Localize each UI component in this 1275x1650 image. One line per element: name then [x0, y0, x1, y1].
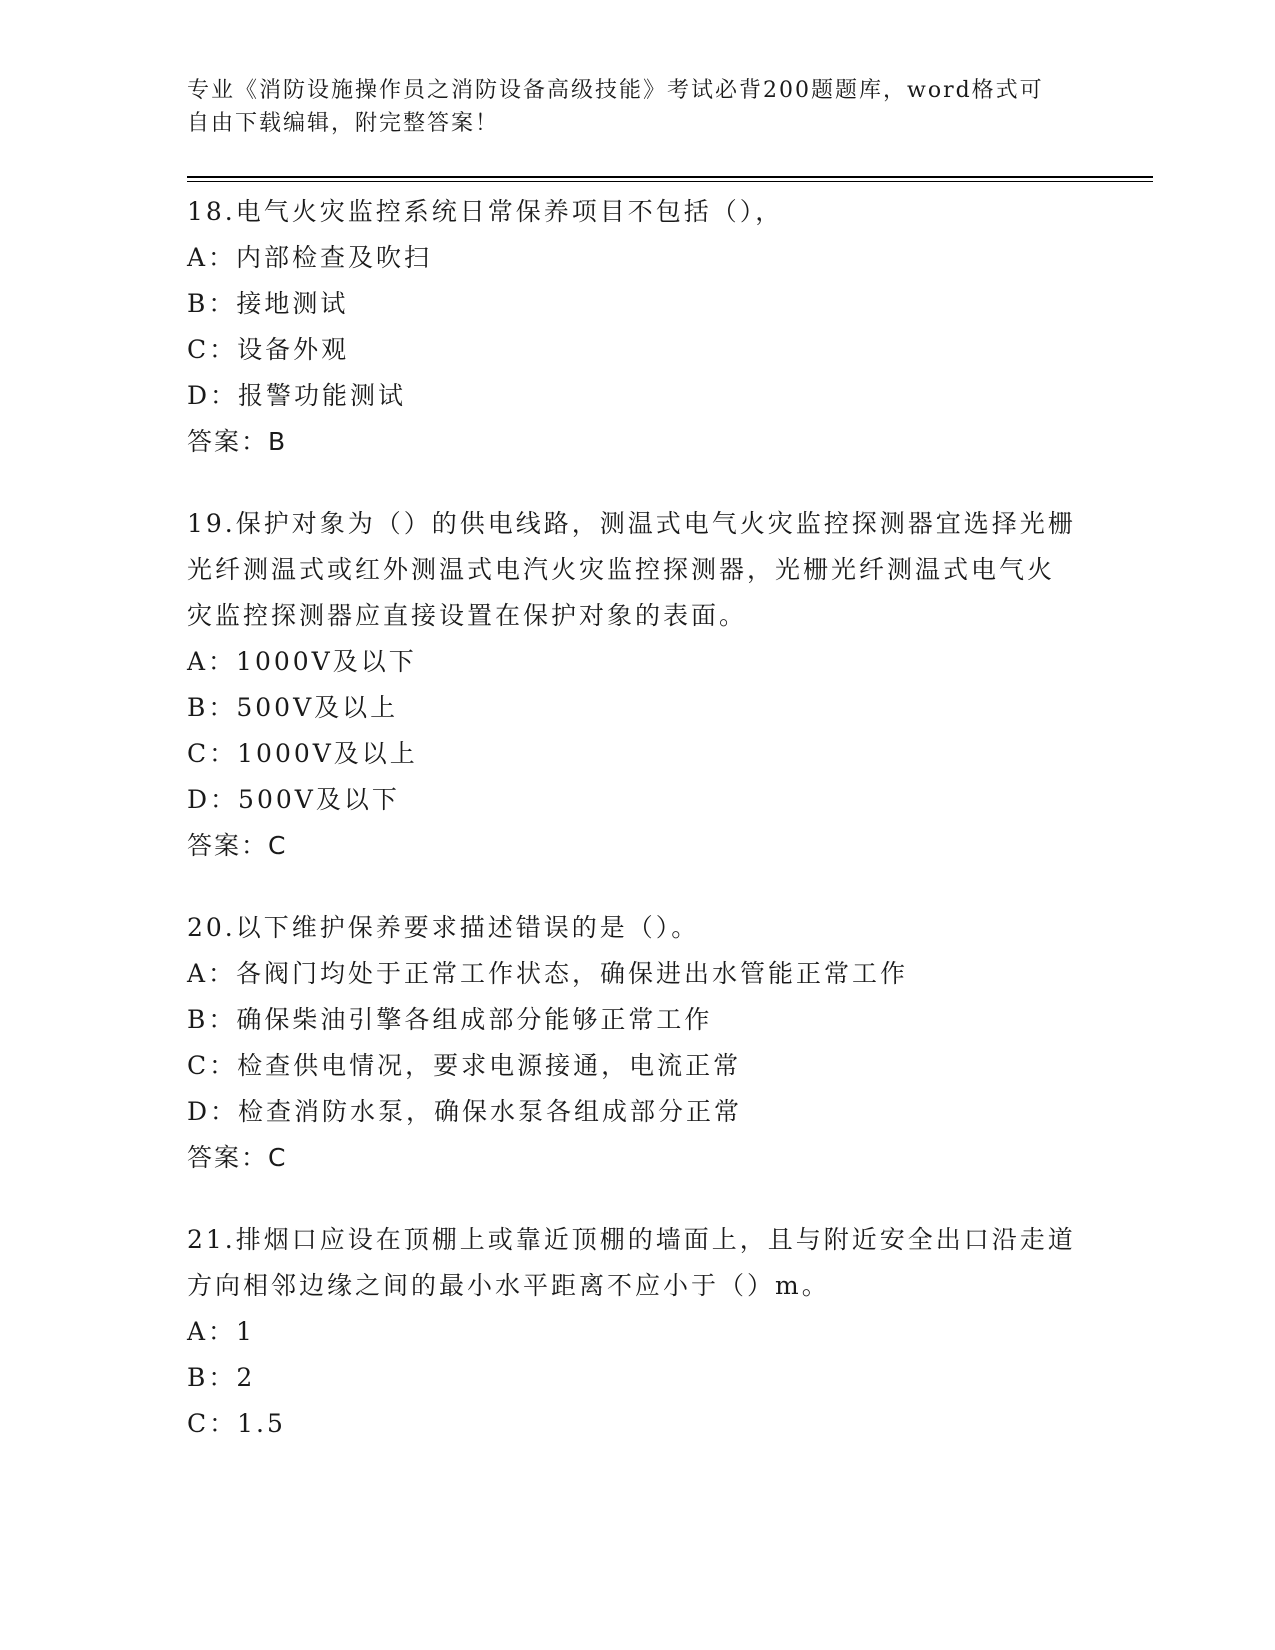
question-18 [187, 189, 1077, 465]
header-line-2: 自由下载编辑，附完整答案！ [187, 111, 500, 136]
option-b: B：2 [187, 1363, 256, 1392]
header-rule-thin [187, 181, 1153, 182]
option-b: B：接地测试 [187, 289, 349, 318]
answer: 答案：C [187, 1143, 288, 1172]
option-a: A：内部检查及吹扫 [187, 243, 433, 272]
option-c: C：1.5 [187, 1409, 286, 1438]
question-21 [187, 1217, 1077, 1447]
option-d: D：500V及以下 [187, 785, 400, 814]
answer: 答案：C [187, 831, 288, 860]
question-stem: 19.保护对象为（）的供电线路，测温式电气火灾监控探测器宜选择光栅光纤测温式或红外测温式电汽火灾监控探测器，光栅光纤测温式电气火灾监控探测器应直接设置在保护对象的表面。 [187, 509, 1076, 630]
option-b: B：500V及以上 [187, 693, 399, 722]
option-d: D：检查消防水泵，确保水泵各组成部分正常 [187, 1097, 743, 1126]
option-c: C：设备外观 [187, 335, 350, 364]
option-a: A：1 [187, 1317, 255, 1346]
option-d: D：报警功能测试 [187, 381, 407, 410]
question-list [187, 189, 1077, 1483]
question-stem: 18.电气火灾监控系统日常保养项目不包括（）， [187, 197, 784, 226]
question-20 [187, 905, 1077, 1181]
question-stem: 20.以下维护保养要求描述错误的是（）。 [187, 913, 700, 942]
document-header [187, 74, 1067, 140]
option-c: C：检查供电情况，要求电源接通，电流正常 [187, 1051, 742, 1080]
option-c: C：1000V及以上 [187, 739, 418, 768]
question-stem: 21.排烟口应设在顶棚上或靠近顶棚的墙面上，且与附近安全出口沿走道方向相邻边缘之间的最小水平距离不应小于（）m。 [187, 1225, 1076, 1300]
header-rule-thick [187, 176, 1153, 178]
option-a: A：各阀门均处于正常工作状态，确保进出水管能正常工作 [187, 959, 909, 988]
option-a: A：1000V及以下 [187, 647, 417, 676]
answer: 答案：B [187, 427, 288, 456]
question-19 [187, 501, 1077, 869]
header-line-1: 专业《消防设施操作员之消防设备高级技能》考试必背200题题库，word格式可 [187, 78, 1044, 103]
option-b: B：确保柴油引擎各组成部分能够正常工作 [187, 1005, 713, 1034]
